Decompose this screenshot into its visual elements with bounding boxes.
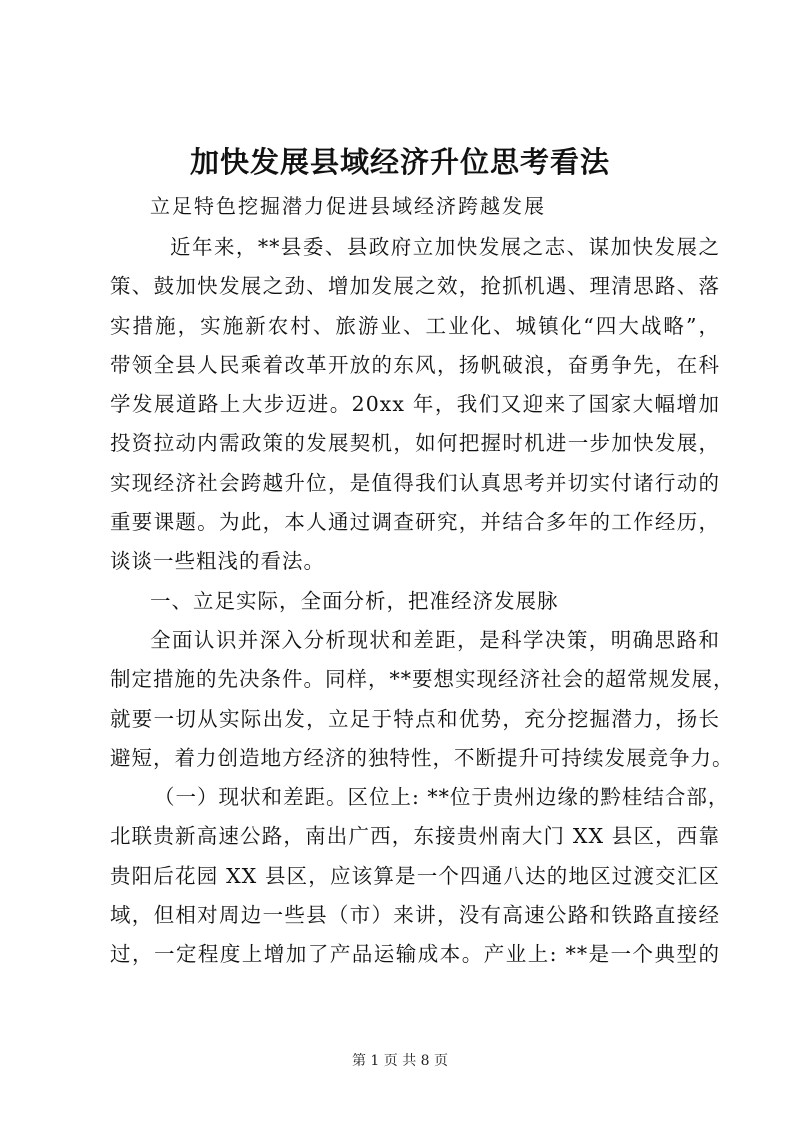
body-line: 谈谈一些粗浅的看法。 [110,549,325,574]
body-line: 就要一切从实际出发，立足于特点和优势，充分挖掘潜力，扬长 [110,706,720,731]
page-footer: 第 1 页 共 8 页 [351,1053,449,1069]
body-line: 近年来，**县委、县政府立加快发展之志、谋加快发展之 [170,235,720,259]
body-line: 策、鼓加快发展之劲、增加发展之效，抢抓机遇、理清思路、落 [110,274,720,299]
body-line: 全面认识并深入分析现状和差距，是科学决策，明确思路和 [150,627,720,652]
body-line: 实措施，实施新农村、旅游业、工业化、城镇化“四大战略”， [110,313,720,338]
document-body [110,228,735,975]
body-line: 实现经济社会跨越升位，是值得我们认真思考并切实付诸行动的 [110,470,720,495]
document-subtitle: 立足特色挖掘潜力促进县域经济跨越发展 [150,194,546,218]
body-line: 重要课题。为此，本人通过调查研究，并结合多年的工作经历， [110,510,720,535]
body-line: 过，一定程度上增加了产品运输成本。产业上: **是一个典型的 [110,942,720,967]
body-line: 学发展道路上大步迈进。20xx 年，我们又迎来了国家大幅增加 [110,392,720,417]
body-line: 域，但相对周边一些县（市）来讲，没有高速公路和铁路直接经 [110,903,720,928]
body-line: 贵阳后花园 XX 县区，应该算是一个四通八达的地区过渡交汇区 [110,863,720,888]
subsection-line: （一）现状和差距。区位上: **位于贵州边缘的黔桂结合部， [154,785,730,810]
body-line: 投资拉动内需政策的发展契机，如何把握时机进一步加快发展， [110,431,720,456]
section-heading: 一、立足实际，全面分析，把准经济发展脉 [150,588,559,613]
body-line: 带领全县人民乘着改革开放的东风，扬帆破浪，奋勇争先，在科 [110,352,720,377]
document-title: 加快发展县域经济升位思考看法 [189,145,610,179]
body-line: 避短，着力创造地方经济的独特性，不断提升可持续发展竞争力。 [110,745,734,770]
body-line: 北联贵新高速公路，南出广西，东接贵州南大门 XX 县区，西靠 [110,824,720,849]
body-line: 制定措施的先决条件。同样，**要想实现经济社会的超常规发展， [110,667,735,692]
